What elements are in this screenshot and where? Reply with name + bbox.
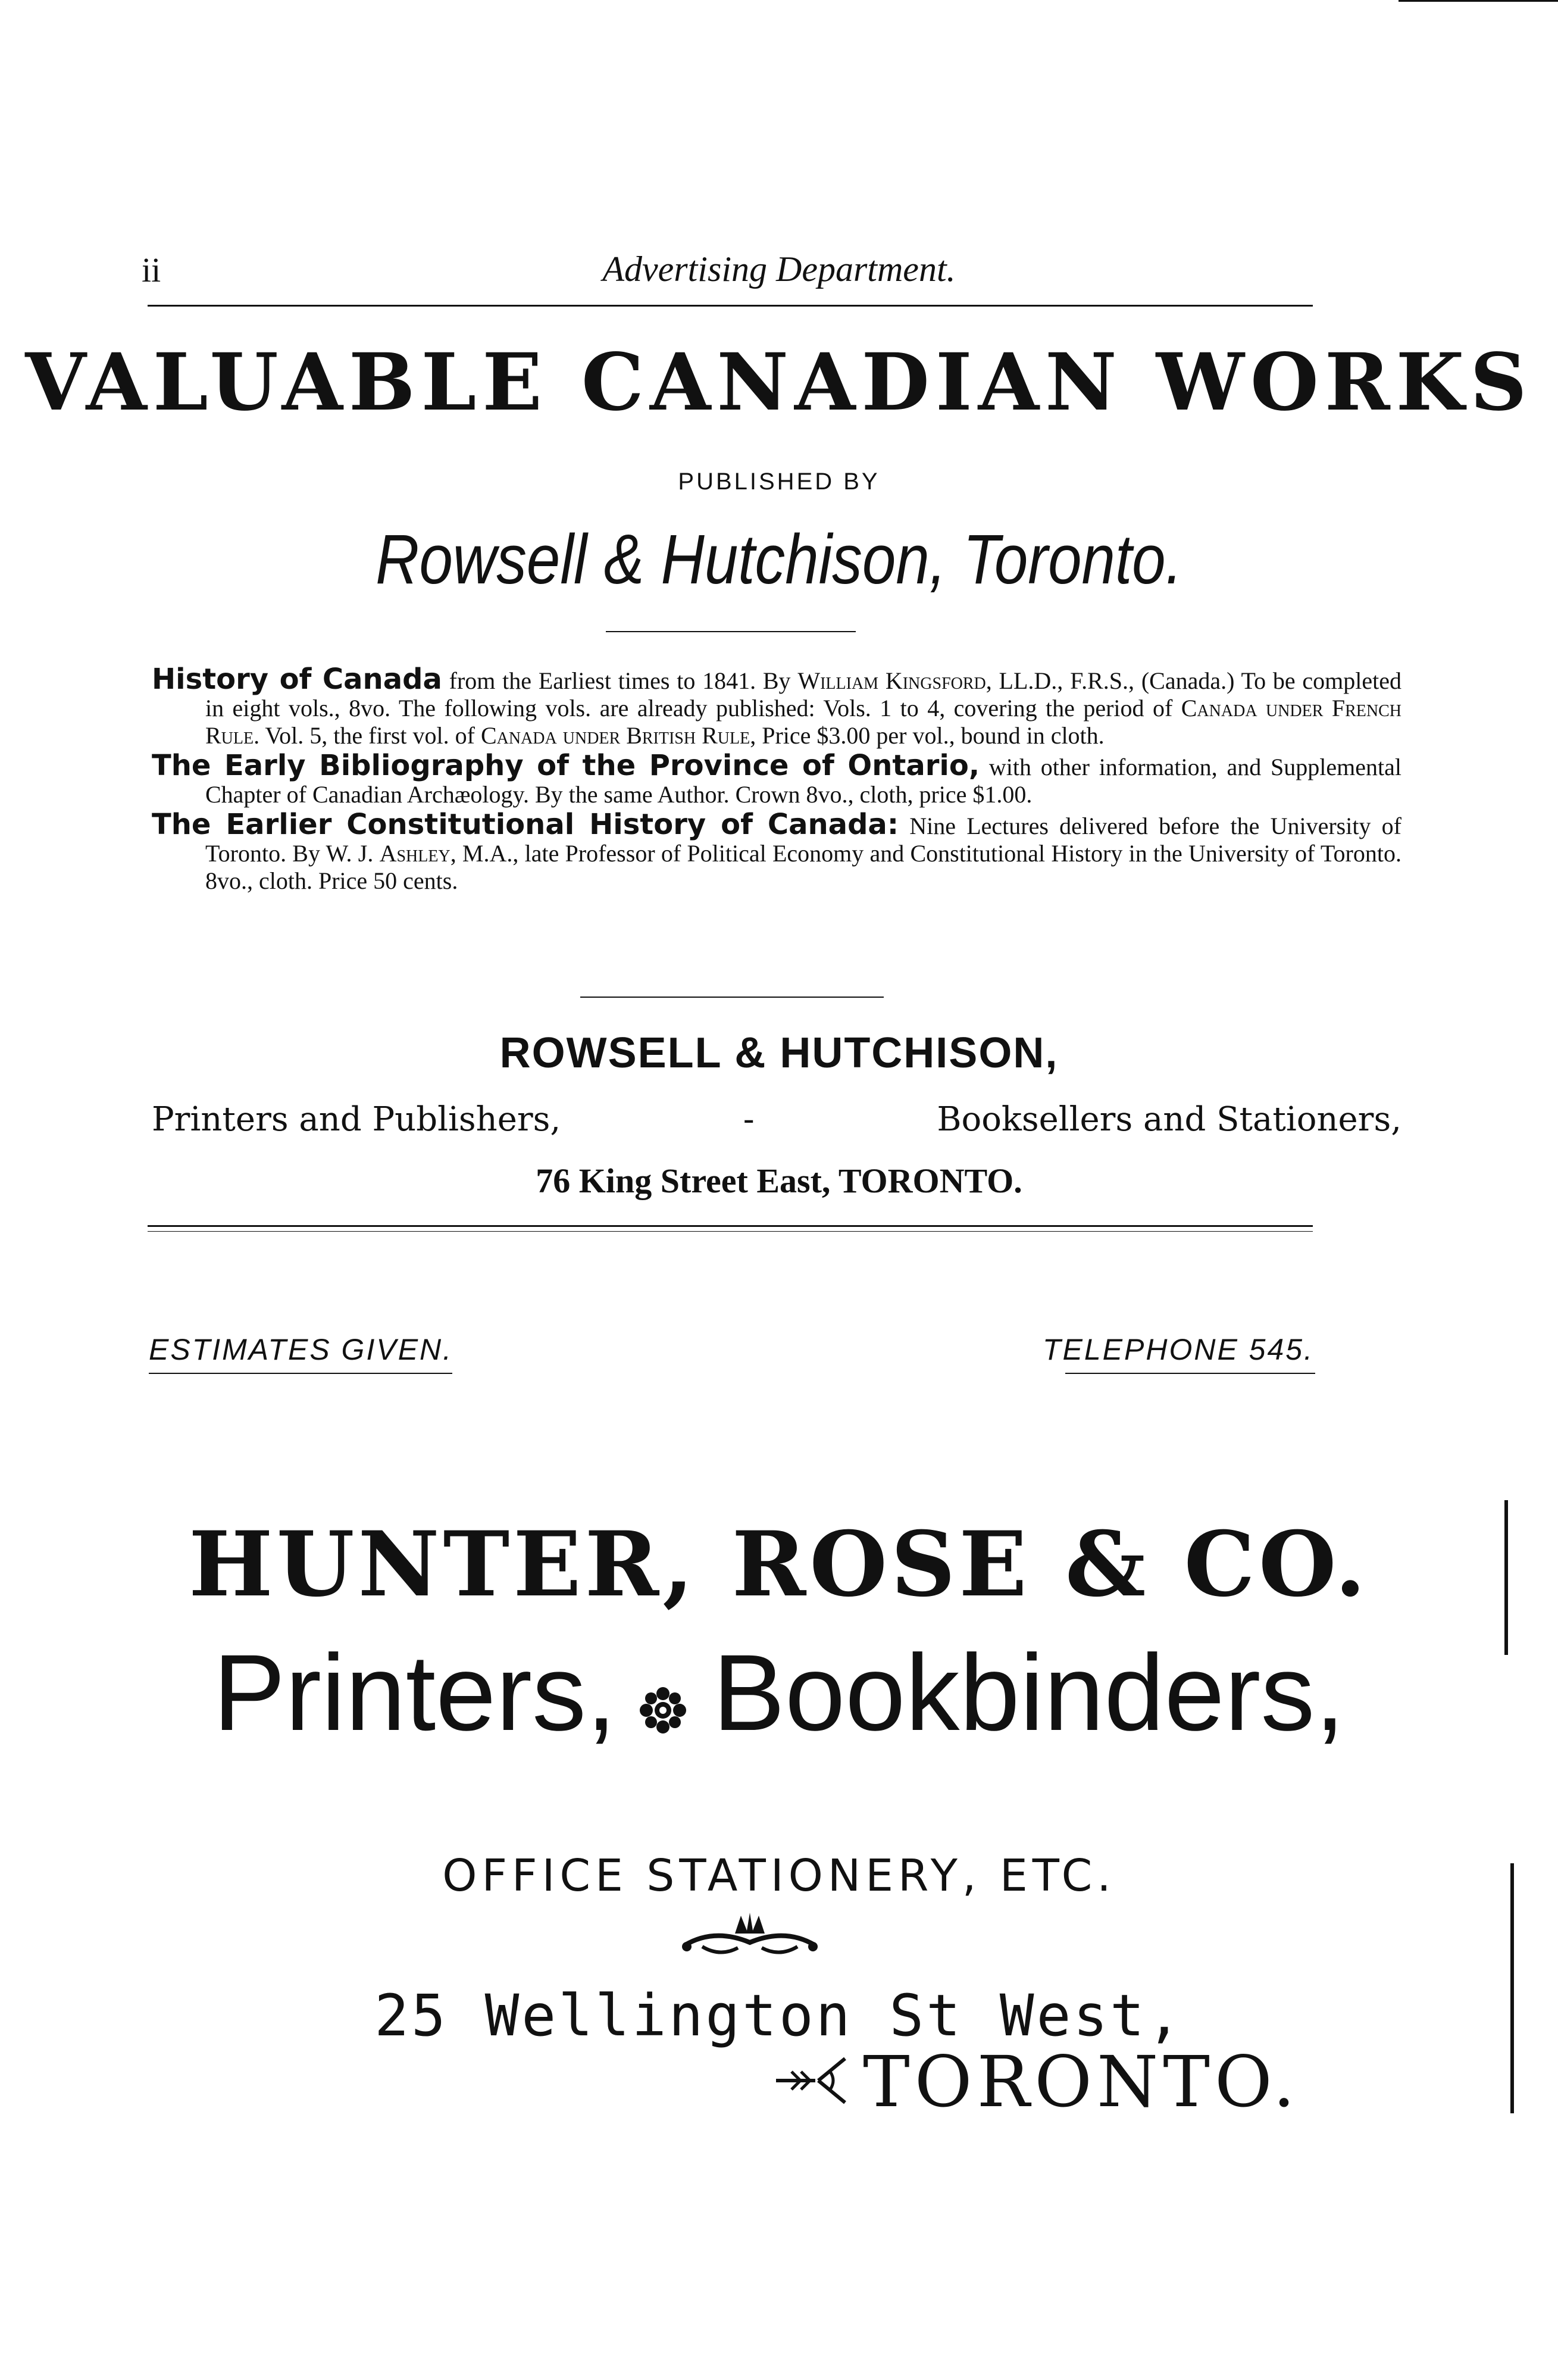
divider-rule (580, 997, 884, 998)
firm-address: 76 King Street East, TORONTO. (536, 1161, 1022, 1200)
section-rule (148, 1225, 1313, 1227)
printer-firm-name: HUNTER, ROSE & CO. (188, 1512, 1370, 1617)
margin-mark (1510, 1863, 1514, 2113)
city-line (774, 2041, 1300, 2123)
advert-one-title: VALUABLE CANADIAN WORKS (25, 336, 1533, 429)
book-period: Canada under British Rule (480, 722, 750, 749)
telephone-underline (1065, 1373, 1315, 1374)
firm-trade-right: Booksellers and Stationers, (937, 1100, 1401, 1139)
running-head-title: Advertising Department. (602, 249, 956, 289)
book-text: . Vol. 5, the first vol. of (254, 722, 481, 749)
trade-line (0, 1630, 1558, 1764)
firm-name: ROWSELL & HUTCHISON, (499, 1029, 1059, 1077)
margin-mark (1399, 0, 1558, 2)
book-text: , M.A., late Professor of Political Economy and Constitutional History in the University of Toronto. 8vo., cloth. Price 50 cents. (205, 840, 1401, 894)
street-address: 25 Wellington St West, (374, 1982, 1184, 2049)
firm-trade-left: Printers and Publishers, (152, 1100, 561, 1139)
firm-description (152, 1100, 1401, 1139)
book-text: , LL.D., F.R.S., (Canada.) To be completed in eight vols., 8vo. The following vols. are already published: Vols. 1 to 4, covering the period of (205, 667, 1402, 722)
book-entry (152, 808, 1401, 895)
published-by-label: PUBLISHED BY (678, 468, 880, 495)
book-author: Ashley (379, 840, 450, 867)
publisher-name: Rowsell & Hutchison, Toronto. (376, 520, 1182, 599)
section-rule (148, 1231, 1313, 1232)
rosette-icon (634, 1639, 692, 1764)
book-period: Canada under French Rule (205, 695, 1402, 749)
trade-printers: Printers, (213, 1632, 617, 1753)
book-title: History of Canada (152, 663, 442, 696)
book-title: The Earlier Constitutional History of Canada: (152, 808, 899, 841)
book-text: Nine Lectures delivered before the University of Toronto. By W. J. (205, 813, 1401, 867)
pointing-arrow-icon (774, 2054, 851, 2110)
book-text: from the Earliest times to 1841. By (442, 667, 798, 694)
book-text: with other information, and Supplemental Chapter of Canadian Archæology. By the same Author. Crown 8vo., cloth, price $1.00. (205, 754, 1401, 808)
book-entry (152, 663, 1402, 749)
divider-rule (606, 631, 856, 632)
estimates-underline (149, 1373, 452, 1374)
estimates-given: ESTIMATES GIVEN. (149, 1333, 453, 1366)
book-list (152, 663, 1402, 897)
margin-mark (1504, 1500, 1508, 1655)
book-title: The Early Bibliography of the Province of Ontario, (152, 749, 980, 782)
city-name: TORONTO. (863, 2041, 1300, 2123)
book-author: William Kingsford (797, 667, 986, 694)
telephone-number: TELEPHONE 545. (1042, 1333, 1314, 1366)
book-text: , Price $3.00 per vol., bound in cloth. (750, 722, 1105, 749)
book-entry (152, 749, 1401, 808)
header-rule (148, 305, 1313, 307)
office-stationery-line: OFFICE STATIONERY, ETC. (442, 1850, 1116, 1901)
scroll-ornament-icon (678, 1910, 821, 1966)
trade-bookbinders: Bookbinders, (712, 1632, 1345, 1753)
firm-trade-separator: - (743, 1100, 755, 1139)
page-number: ii (142, 251, 161, 289)
